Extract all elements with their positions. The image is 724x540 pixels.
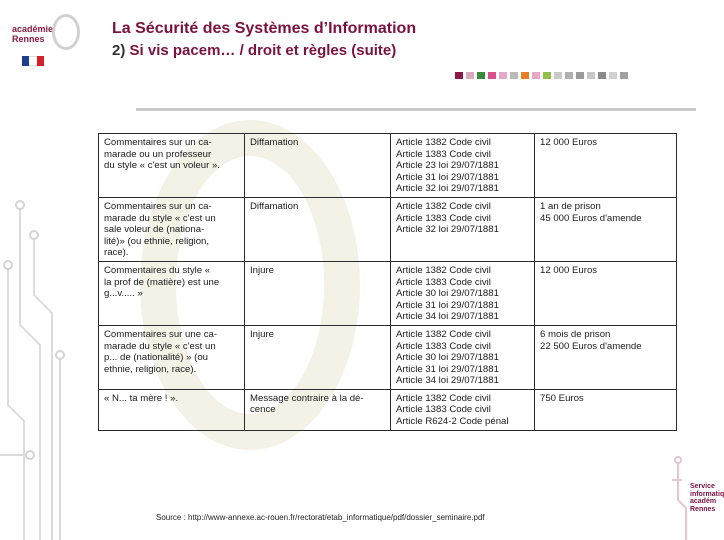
legal-penalties-table	[98, 133, 677, 431]
articles-cell: Article 1382 Code civil Article 1383 Code civil Article R624-2 Code pénal	[391, 389, 535, 430]
subtitle-text: Si vis pacem… / droit et règles (suite)	[129, 42, 397, 59]
comment-cell: Commentaires sur un ca- marade ou un professeur du style « c'est un voleur ».	[99, 134, 245, 198]
comment-cell: « N... ta mère ! ».	[99, 389, 245, 430]
offense-cell: Injure	[245, 261, 391, 325]
penalty-cell: 1 an de prison 45 000 Euros d'amende	[535, 197, 677, 261]
slide-title: La Sécurité des Systèmes d’Information	[112, 20, 417, 37]
table-row	[99, 197, 677, 261]
offense-cell: Diffamation	[245, 197, 391, 261]
badge-line2: informatiq	[690, 490, 724, 498]
badge-line1: Service	[690, 483, 715, 490]
penalty-cell: 12 000 Euros	[535, 134, 677, 198]
comment-cell: Commentaires du style « la prof de (matière) est une g...v..... »	[99, 261, 245, 325]
service-informatique-label	[690, 483, 724, 513]
articles-cell: Article 1382 Code civil Article 1383 Code civil Article 32 loi 29/07/1881	[391, 197, 535, 261]
logo-line1: académie	[12, 24, 54, 34]
table-row	[99, 134, 677, 198]
logo-line2: Rennes	[12, 34, 45, 44]
badge-line3: académ	[690, 498, 717, 505]
offense-cell: Diffamation	[245, 134, 391, 198]
articles-cell: Article 1382 Code civil Article 1383 Code civil Article 30 loi 29/07/1881 Article 31 loi 29/07/1881 Article 34 loi 29/07/1881	[391, 261, 535, 325]
articles-cell: Article 1382 Code civil Article 1383 Code civil Article 23 loi 29/07/1881 Article 31 loi 29/07/1881 Article 32 loi 29/07/1881	[391, 134, 535, 198]
badge-line4: Rennes	[690, 505, 716, 513]
articles-cell: Article 1382 Code civil Article 1383 Code civil Article 30 loi 29/07/1881 Article 31 loi 29/07/1881 Article 34 loi 29/07/1881	[391, 325, 535, 389]
offense-cell: Injure	[245, 325, 391, 389]
subtitle-number: 2)	[112, 42, 126, 59]
comment-cell: Commentaires sur un ca- marade du style « c'est un sale voleur de (nationa- lité)» (ou ethnie, religion, race).	[99, 197, 245, 261]
penalty-cell: 6 mois de prison 22 500 Euros d'amende	[535, 325, 677, 389]
table-row	[99, 389, 677, 430]
offense-cell: Message contraire à la dé- cence	[245, 389, 391, 430]
penalty-cell: 750 Euros	[535, 389, 677, 430]
table-row	[99, 325, 677, 389]
source-citation: Source : http://www-annexe.ac-rouen.fr/rectorat/etab_informatique/pdf/dossier_seminaire.pdf	[156, 513, 485, 522]
table-row	[99, 261, 677, 325]
comment-cell: Commentaires sur une ca- marade du style « c'est un p... de (nationalité) » (ou ethnie, religion, race).	[99, 325, 245, 389]
penalty-cell: 12 000 Euros	[535, 261, 677, 325]
